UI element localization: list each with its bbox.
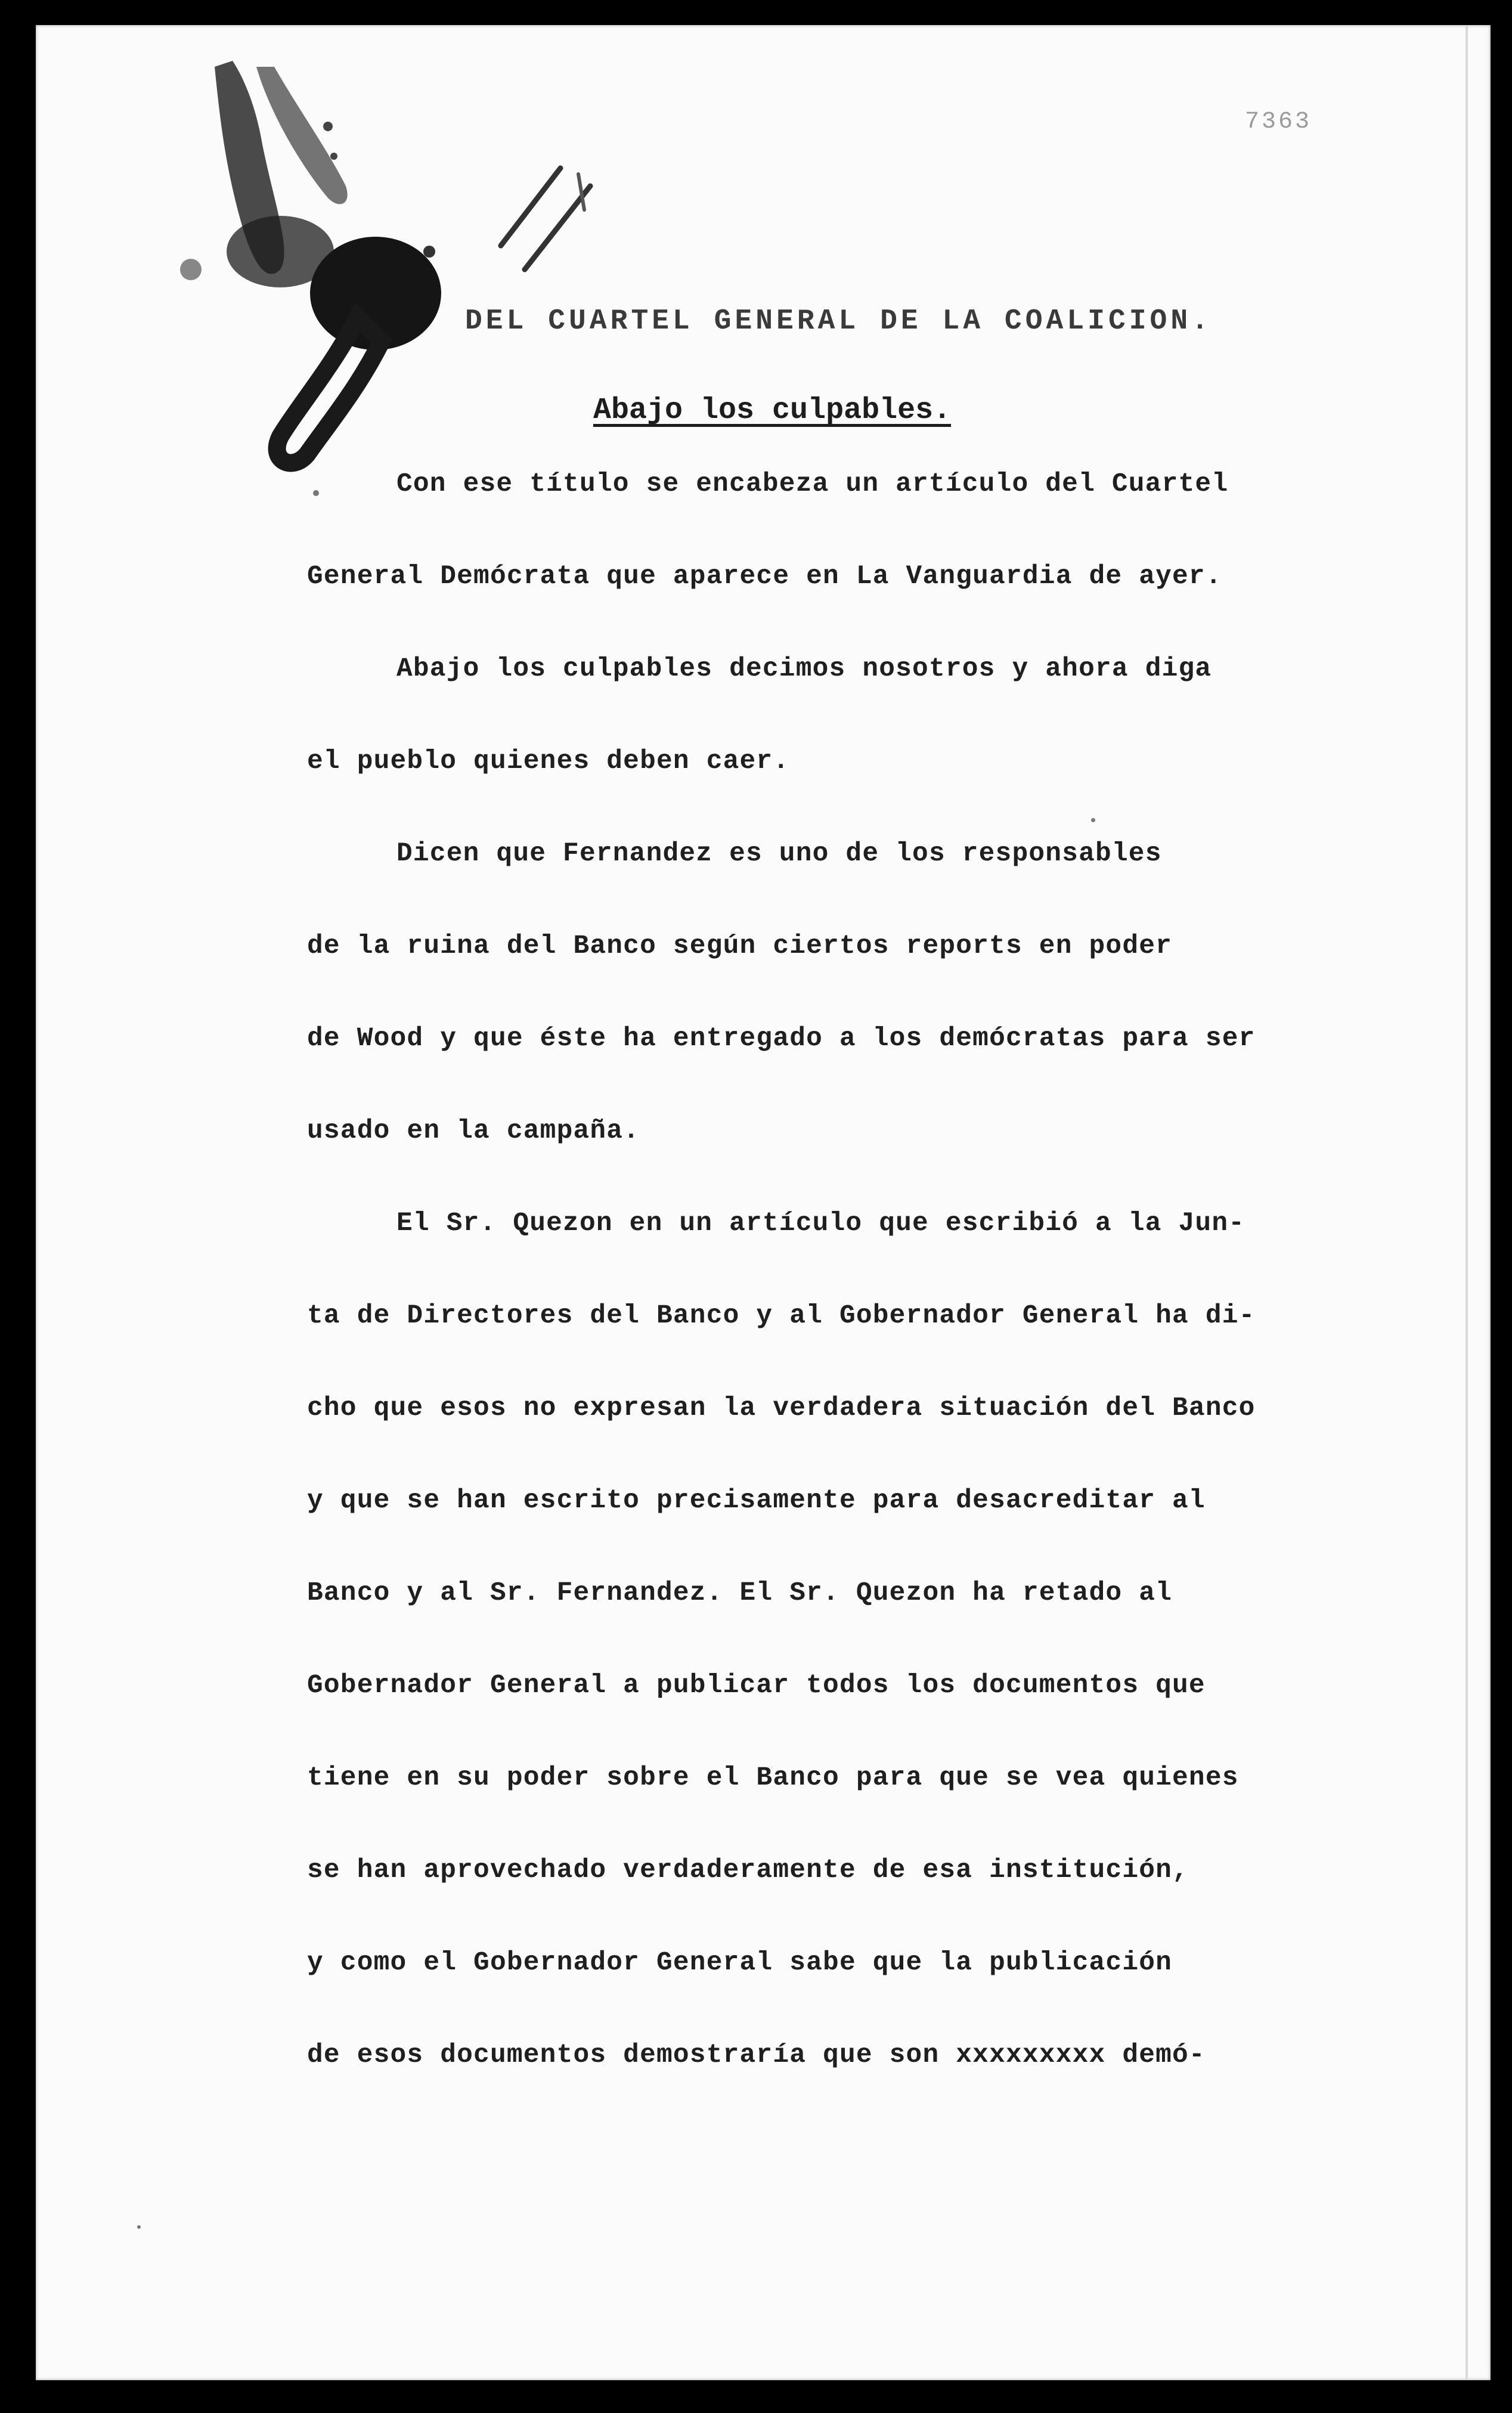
text-line: tiene en su poder sobre el Banco para que se vea quienes — [307, 1763, 1239, 1793]
page-number: 7363 — [1244, 109, 1312, 135]
text-line: y que se han escrito precisamente para desacreditar al — [307, 1486, 1206, 1516]
text-line: Abajo los culpables decimos nosotros y ahora diga — [396, 654, 1212, 684]
text-line: de esos documentos demostraría que son xxxxxxxxx demó- — [307, 2040, 1206, 2070]
document-heading: DEL CUARTEL GENERAL DE LA COALICION. — [465, 305, 1212, 337]
text-line: y como el Gobernador General sabe que la publicación — [307, 1948, 1173, 1978]
text-line: ta de Directores del Banco y al Gobernador General ha di- — [307, 1301, 1256, 1331]
text-line: se han aprovechado verdaderamente de esa institución, — [307, 1856, 1189, 1885]
article-subtitle: Abajo los culpables. — [593, 394, 952, 428]
text-line: usado en la campaña. — [307, 1116, 640, 1146]
text-line: Banco y al Sr. Fernandez. El Sr. Quezon ha retado al — [307, 1578, 1173, 1608]
text-line: El Sr. Quezon en un artículo que escribió a la Jun- — [396, 1209, 1245, 1238]
speck — [137, 2225, 141, 2229]
text-line: el pueblo quienes deben caer. — [307, 746, 790, 776]
speck — [313, 490, 319, 496]
text-line: Gobernador General a publicar todos los documentos que — [307, 1671, 1206, 1700]
document-page — [36, 25, 1491, 2380]
text-line: Dicen que Fernandez es uno de los responsables — [396, 839, 1162, 869]
text-line: de Wood y que éste ha entregado a los demócratas para ser — [307, 1024, 1256, 1054]
text-line: cho que esos no expresan la verdadera situación del Banco — [307, 1393, 1256, 1423]
pen-marks-icon — [489, 150, 632, 293]
speck — [1091, 818, 1095, 822]
text-line: de la ruina del Banco según ciertos reports en poder — [307, 931, 1173, 961]
ink-blot-icon — [179, 55, 465, 472]
page-edge — [1465, 25, 1468, 2380]
text-line: Con ese título se encabeza un artículo del Cuartel — [396, 469, 1229, 499]
text-line: General Demócrata que aparece en La Vanguardia de ayer. — [307, 562, 1222, 591]
